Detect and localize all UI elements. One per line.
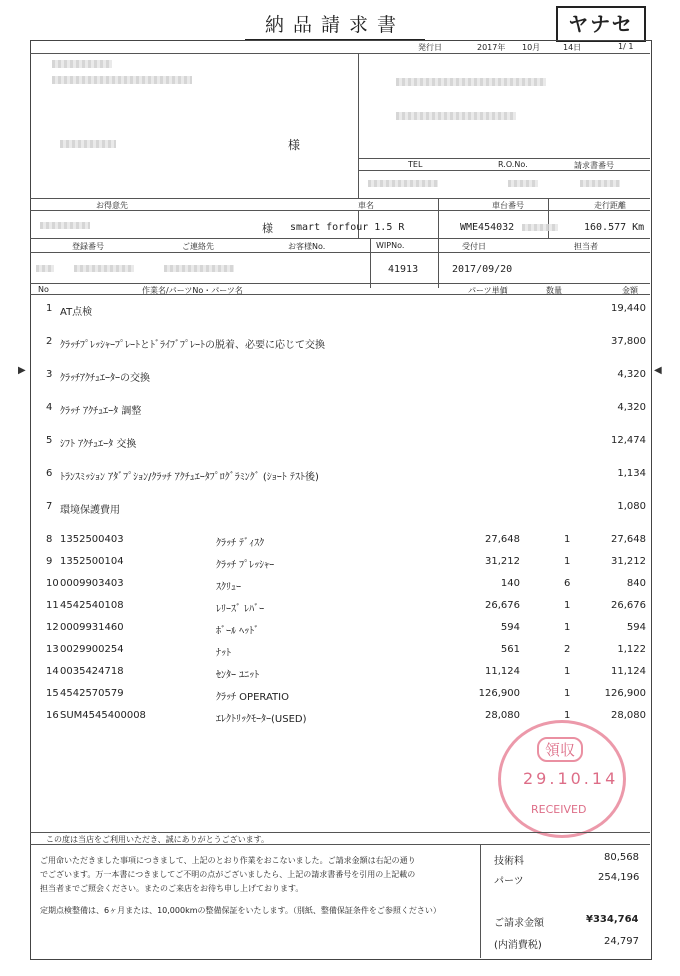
thanks-message: この度は当店をご利用いただき、誠にありがとうございます。 [46,835,270,844]
col-no: No [38,285,49,294]
mileage-value: 160.577 Km [584,222,645,233]
note-line: でございます。万一本書につきましてご不明の点がございましたら、上記の請求書番号を引用の上記載の [40,870,416,879]
parts-total-value: 254,196 [598,872,640,883]
wip-value: 41913 [388,264,419,275]
recv-date: 2017/09/20 [452,264,513,275]
parts-total-label: パーツ [494,876,524,887]
grand-total-label: ご請求金額 [494,918,544,929]
customer-suffix: 様 [288,138,301,152]
part-row: 16 SUM4545400008 ｴﾚｸﾄﾘｯｸﾓｰﾀｰ(USED) 28,080 1 28,080 [46,710,646,725]
note-line: ご用命いただきました事項につきまして、上記のとおり作業をおこないました。ご請求金額は右記の通り [40,856,416,865]
col-unit: パーツ単価 [468,286,508,295]
part-row: 15 4542570579 ｸﾗｯﾁ OPERATIO 126,900 1 126,900 [46,688,646,703]
part-row: 8 1352500403 ｸﾗｯﾁ ﾃﾞｨｽｸ 27,648 1 27,648 [46,534,646,549]
recv-label: 受付日 [462,242,486,251]
part-row: 11 4542540108 ﾚﾘｰｽﾞ ﾚﾊﾞｰ 26,676 1 26,676 [46,600,646,615]
received-stamp: 領収 29.10.14 RECEIVED [498,720,626,838]
ro-label: R.O.No. [498,160,528,169]
part-row: 9 1352500104 ｸﾗｯﾁ ﾌﾟﾚｯｼｬｰ 31,212 1 31,212 [46,556,646,571]
labor-row: 1 AT点検 19,440 [46,303,646,318]
invoice-no-label: 請求書番号 [574,161,614,170]
tax-label: (内消費税) [494,940,542,951]
page-number: 1/ 1 [618,42,634,51]
contact-label: ご連絡先 [182,242,214,251]
labor-total-label: 技術料 [494,856,524,867]
labor-row: 6 ﾄﾗﾝｽﾐｯｼｮﾝ ｱﾀﾞﾌﾟｼｮﾝ/ｸﾗｯﾁ ｱｸﾁｭｴｰﾀﾌﾟﾛｸﾞﾗﾐﾝｸﾞ (ｼｮｰﾄ ﾃｽﾄ後) 1,134 [46,468,646,483]
part-row: 12 0009931460 ﾎﾞｰﾙ ﾍｯﾄﾞ 594 1 594 [46,622,646,637]
left-punch-arrow-icon: ▶ [18,365,26,376]
note-line: 定期点検整備は、6ヶ月または、10,000kmの整備保証をいたします。（別紙、整備保証条件をご参照ください） [40,906,441,915]
right-punch-arrow-icon: ◀ [654,365,662,376]
issue-year: 2017年 [477,43,506,52]
col-amount: 金額 [622,286,638,295]
person-label: 担当者 [574,242,598,251]
note-line: 担当者までご照会ください。またのご来店をお待ち申し上げております。 [40,884,304,893]
car-name-label: 車名 [358,201,374,210]
part-row: 10 0009903403 ｽｸﾘｭｰ 140 6 840 [46,578,646,593]
grand-total-value: ¥334,764 [586,914,639,925]
labor-row: 4 ｸﾗｯﾁ ｱｸﾁｭｴｰﾀ 調整 4,320 [46,402,646,417]
col-qty: 数量 [546,286,562,295]
labor-row: 7 環境保護費用 1,080 [46,501,646,516]
tel-label: TEL [408,160,423,169]
part-row: 13 0029900254 ﾅｯﾄ 561 2 1,122 [46,644,646,659]
vin-value: WME454032 [460,222,515,233]
issue-day: 14日 [563,43,582,52]
issue-month: 10月 [522,43,541,52]
labor-row: 3 ｸﾗｯﾁｱｸﾁｭｴｰﾀｰの交換 4,320 [46,369,646,384]
labor-row: 2 ｸﾗｯﾁﾌﾟﾚｯｼｬｰﾌﾟﾚｰﾄとﾄﾞﾗｲﾌﾞﾌﾟﾚｰﾄの脱着、必要に応じて交換 37,800 [46,336,646,351]
col-name: 作業名/パーツNo・パーツ名 [142,286,243,295]
vehicle-customer-suffix: 様 [262,222,273,235]
wip-label: WIPNo. [376,241,405,250]
car-model: smart forfour 1.5 R [290,222,405,233]
issue-label: 発行日 [418,43,442,52]
cust-no-label: お客様No. [288,242,326,251]
labor-total-value: 80,568 [604,852,639,863]
vin-label: 車台番号 [492,201,524,210]
client-label: お得意先 [96,201,128,210]
tax-value: 24,797 [604,936,639,947]
company-logo: ヤナセ [556,6,646,42]
labor-row: 5 ｼﾌﾄ ｱｸﾁｭｴｰﾀ 交換 12,474 [46,435,646,450]
document-title: 納品請求書 [245,10,425,41]
mileage-label: 走行距離 [594,201,626,210]
part-row: 14 0035424718 ｾﾝﾀｰ ﾕﾆｯﾄ 11,124 1 11,124 [46,666,646,681]
reg-label: 登録番号 [72,242,104,251]
